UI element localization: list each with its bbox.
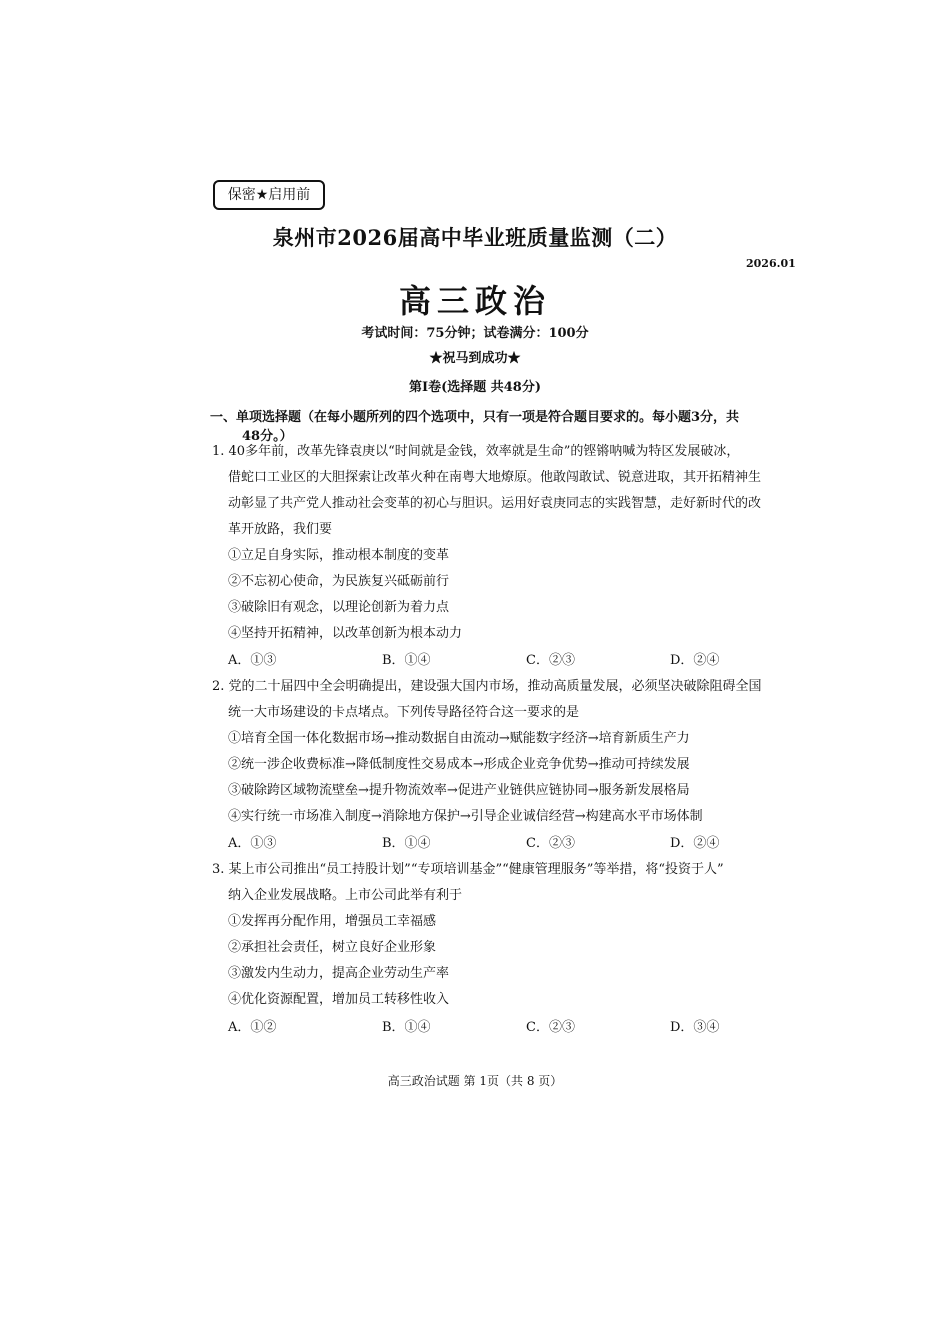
q1-option-1: ①立足自身实际，推动根本制度的变革 <box>228 548 450 563</box>
blessing-text: ★祝马到成功★ <box>429 351 521 366</box>
q1-choice-b: B．①④ <box>382 653 431 668</box>
q3-stem-line1: 3. 某上市公司推出“员工持股计划”“专项培训基金”“健康管理服务”等举措，将“投资于人” <box>212 862 724 877</box>
part-one-heading-line1: 一、单项选择题（在每小题所列的四个选项中，只有一项是符合题目要求的。每小题3分，共 <box>210 410 740 425</box>
q1-option-2: ②不忘初心使命，为民族复兴砥砺前行 <box>228 574 450 589</box>
q3-option-1: ①发挥再分配作用，增强员工幸福感 <box>228 914 437 929</box>
exam-title: 泉州市2026届高中毕业班质量监测（二） <box>272 225 678 250</box>
q1-stem-line4: 革开放路，我们要 <box>228 522 333 537</box>
confidential-label: 保密★启用前 <box>213 180 325 210</box>
q2-option-1: ①培育全国一体化数据市场→推动数据自由流动→赋能数字经济→培育新质生产力 <box>228 731 690 746</box>
subject-title: 高三政治 <box>398 282 551 320</box>
q3-option-2: ②承担社会责任，树立良好企业形象 <box>228 940 437 955</box>
volume-title: 第I卷(选择题 共48分) <box>409 380 541 395</box>
q3-choice-c: C．②③ <box>526 1020 575 1035</box>
q2-stem-line1: 2. 党的二十届四中全会明确提出，建设强大国内市场，推动高质量发展，必须坚决破除阻碍全国 <box>212 679 762 694</box>
part-one-heading-line2: 48分。） <box>242 429 293 444</box>
exam-info: 考试时间：75分钟；试卷满分：100分 <box>361 326 589 341</box>
exam-date: 2026.01 <box>746 257 796 270</box>
q1-stem-line1: 1. 40多年前，改革先锋袁庚以“时间就是金钱，效率就是生命”的铿锵呐喊为特区发展破冰， <box>212 444 740 459</box>
q2-stem-line2: 统一大市场建设的卡点堵点。下列传导路径符合这一要求的是 <box>228 705 580 720</box>
q3-option-3: ③激发内生动力，提高企业劳动生产率 <box>228 966 450 981</box>
q2-option-4: ④实行统一市场准入制度→消除地方保护→引导企业诚信经营→构建高水平市场体制 <box>228 809 703 824</box>
page-footer: 高三政治试题 第 1页（共 8 页） <box>387 1074 563 1088</box>
q1-stem-line2: 借蛇口工业区的大胆探索让改革火种在南粤大地燎原。他敢闯敢试、锐意进取，其开拓精神生 <box>228 470 762 485</box>
part-one-heading <box>210 408 810 446</box>
q3-choice-d: D．③④ <box>670 1020 720 1035</box>
q2-option-2: ②统一涉企收费标准→降低制度性交易成本→形成企业竞争优势→推动可持续发展 <box>228 757 690 772</box>
q3-choice-a: A．①② <box>228 1020 277 1035</box>
q3-choice-b: B．①④ <box>382 1020 431 1035</box>
q2-option-3: ③破除跨区域物流壁垒→提升物流效率→促进产业链供应链协同→服务新发展格局 <box>228 783 690 798</box>
q2-choice-b: B．①④ <box>382 836 431 851</box>
q1-choice-d: D．②④ <box>670 653 720 668</box>
q1-option-3: ③破除旧有观念，以理论创新为着力点 <box>228 600 450 615</box>
q1-choice-a: A．①③ <box>228 653 277 668</box>
q3-stem-line2: 纳入企业发展战略。上市公司此举有利于 <box>228 888 463 903</box>
q2-choice-a: A．①③ <box>228 836 277 851</box>
q1-choice-c: C．②③ <box>526 653 575 668</box>
q1-stem-line3: 动彰显了共产党人推动社会变革的初心与胆识。运用好袁庚同志的实践智慧，走好新时代的改 <box>228 496 762 511</box>
q2-choice-c: C．②③ <box>526 836 575 851</box>
q1-option-4: ④坚持开拓精神，以改革创新为根本动力 <box>228 626 463 641</box>
q3-option-4: ④优化资源配置，增加员工转移性收入 <box>228 992 450 1007</box>
q2-choice-d: D．②④ <box>670 836 720 851</box>
